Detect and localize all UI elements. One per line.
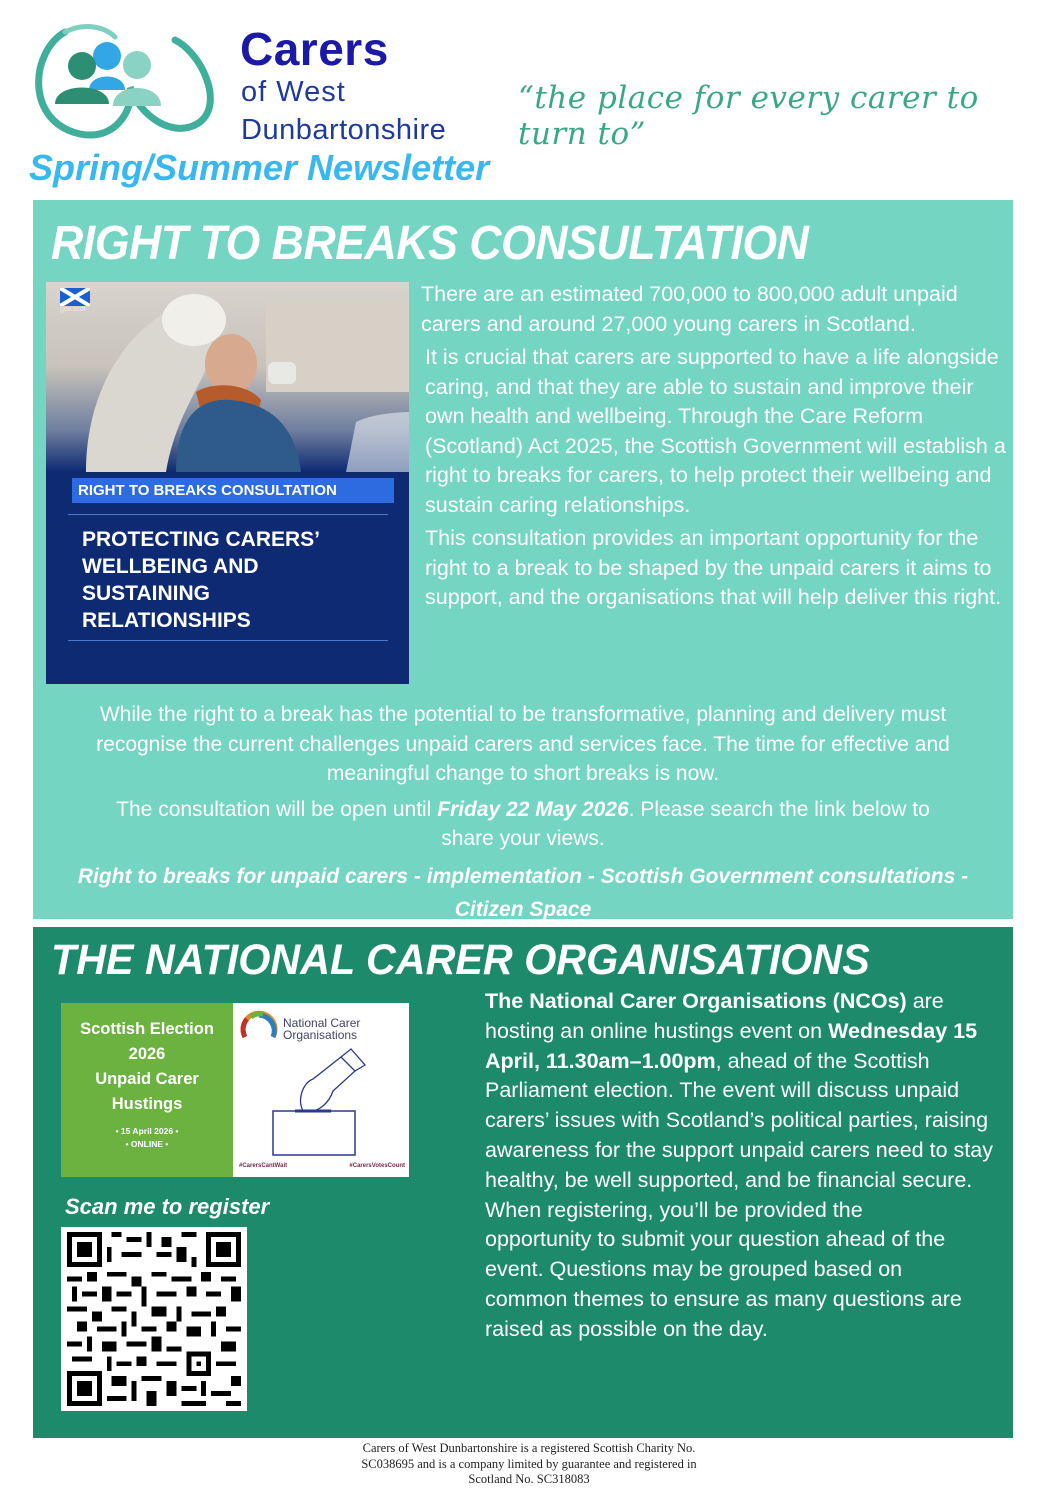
event-title-line: Unpaid Carer <box>95 1070 199 1088</box>
consultation-intro-text <box>421 280 1011 617</box>
paragraph <box>485 987 1005 1196</box>
deadline-suffix: . Please search the link below to share your views. <box>441 797 930 850</box>
charity-registration-footer: Carers of West Dunbartonshire is a registered Scottish Charity No. SC038695 and is a company limited by guarantee and registered in Scotland No. SC318083 <box>361 1441 697 1486</box>
registration-qr-code[interactable] <box>61 1227 247 1411</box>
event-mode: • ONLINE • <box>125 1139 169 1149</box>
text: , ahead of the Scottish Parliament election. The event will discuss unpaid carers’ issues with Scotland’s political parties, raising awareness for the support unpaid carers need to stay healthy, be well supported, and be financial secure. <box>485 1048 993 1192</box>
poster-heading-line: RELATIONSHIPS <box>82 609 251 632</box>
event-title-line: Hustings <box>111 1095 183 1113</box>
paragraph: This consultation provides an important opportunity for the right to a break to be shaped by the unpaid carers it aims to support, and the organisations that will help deliver this right. <box>425 526 1002 609</box>
logo-name-dunbartonshire: Dunbartonshire <box>241 114 447 146</box>
right-to-breaks-section <box>33 200 1013 919</box>
event-title-line: 2026 <box>128 1045 166 1063</box>
event-date: • 15 April 2026 • <box>115 1126 179 1136</box>
poster-divider <box>68 640 388 641</box>
hustings-event-text <box>485 987 1005 1345</box>
event-info-panel <box>61 1003 233 1177</box>
gov-scot-label: gov.scot <box>60 306 86 313</box>
consultation-poster-image <box>46 282 409 684</box>
poster-heading-line: WELLBEING AND <box>82 555 259 578</box>
elderly-couple-photo-icon <box>46 282 409 472</box>
poster-divider <box>68 514 388 515</box>
nco-name-line: Organisations <box>283 1028 358 1042</box>
poster-heading <box>82 526 392 634</box>
carers-photo <box>46 282 409 472</box>
event-title-line: Scottish Election <box>80 1020 214 1038</box>
poster-heading-line: PROTECTING CARERS’ <box>82 528 321 551</box>
paragraph: When registering, you’ll be provided the opportunity to submit your question ahead of the event. Questions may be grouped based on common themes to ensure as many questions are raised as possible on the day. <box>485 1197 962 1341</box>
deadline-date: Friday 22 May 2026 <box>437 797 629 821</box>
poster-heading-line: SUSTAINING <box>82 582 210 605</box>
section-title: THE NATIONAL CARER ORGANISATIONS <box>51 936 870 984</box>
paragraph: There are an estimated 700,000 to 800,000 adult unpaid carers and around 27,000 young carers in Scotland. <box>421 282 958 336</box>
paragraph: It is crucial that carers are supported to have a life alongside caring, and that they are able to sustain and improve their own health and wellbeing. Through the Care Reform (Scotland) Act 2025, the Scottish Government will establish a right to breaks for carers, to help protect their wellbeing and sustain caring relationships. <box>425 345 1006 517</box>
newsletter-title: Spring/Summer Newsletter <box>29 147 490 188</box>
qr-code-icon <box>61 1227 247 1411</box>
logo-name-carers: Carers <box>240 23 389 75</box>
hashtag: #CarersVotesCount <box>349 1163 405 1169</box>
event-date-time: Wednesday 15 April, 11.30am–1.00pm <box>485 1018 978 1073</box>
hashtags <box>239 1163 405 1169</box>
consultation-details-text <box>33 700 1013 932</box>
org-name: The National Carer Organisations (NCOs) <box>485 989 907 1013</box>
section-title: RIGHT TO BREAKS CONSULTATION <box>51 217 809 270</box>
consultation-link[interactable]: Right to breaks for unpaid carers - implementation - Scottish Government consultations - Citizen Space <box>77 864 969 921</box>
tagline: “the place for every carer to turn to” <box>518 80 979 152</box>
deadline-paragraph <box>33 795 1013 854</box>
organisation-logo <box>25 12 485 146</box>
logo-name-of-west: of West <box>241 76 346 108</box>
hustings-event-image <box>61 1003 409 1177</box>
text: are hosting an online hustings event on <box>485 989 944 1043</box>
deadline-prefix: The consultation will be open until <box>116 797 438 821</box>
national-carer-organisations-section <box>33 927 1013 1438</box>
nco-logo-text <box>283 1017 360 1041</box>
nco-branding-panel <box>233 1003 409 1177</box>
three-people-ribbon-logo-icon <box>25 12 225 142</box>
hashtag: #CarersCantWait <box>239 1163 288 1169</box>
poster-badge: RIGHT TO BREAKS CONSULTATION <box>72 478 394 503</box>
nco-name-line: National Carer <box>283 1016 361 1030</box>
saltire-flag-icon <box>60 288 90 306</box>
paragraph: While the right to a break has the potential to be transformative, planning and delivery must recognise the current challenges unpaid carers and services face. The time for effective and meaningful change to short breaks is now. <box>96 703 950 785</box>
scan-to-register-label: Scan me to register <box>65 1194 270 1219</box>
